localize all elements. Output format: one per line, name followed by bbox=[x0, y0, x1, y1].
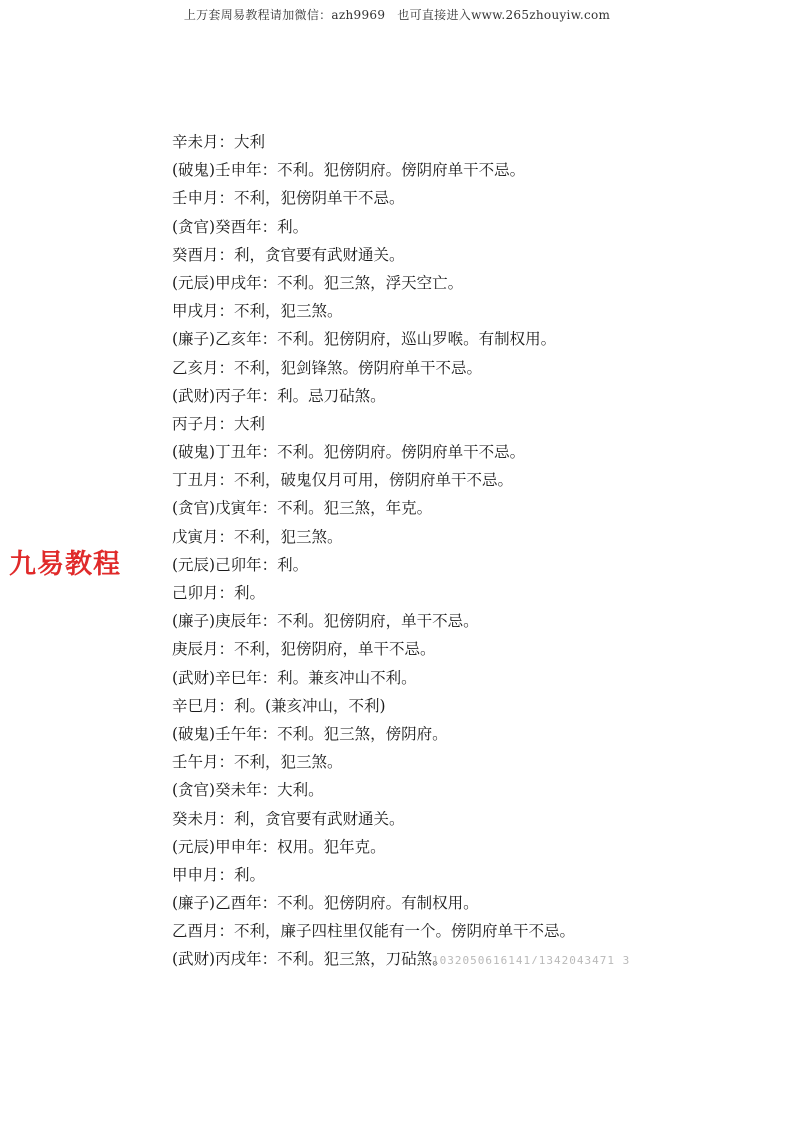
text-line: (贪官)戊寅年：不利。犯三煞，年克。 bbox=[172, 499, 433, 518]
text-line: (廉子)乙酉年：不利。犯傍阴府。有制权用。 bbox=[172, 894, 479, 913]
watermark-logo-text: 九易教程 bbox=[9, 549, 121, 580]
text-line: (廉子)庚辰年：不利。犯傍阴府，单干不忌。 bbox=[172, 612, 479, 631]
text-line: (武财)辛巳年：利。兼亥冲山不利。 bbox=[172, 668, 417, 687]
text-line: 甲戌月：不利，犯三煞。 bbox=[172, 302, 343, 321]
text-line: (破鬼)壬申年：不利。犯傍阴府。傍阴府单干不忌。 bbox=[172, 161, 526, 180]
text-line: 己卯月：利。 bbox=[172, 584, 266, 602]
text-line: (破鬼)壬午年：不利。犯三煞，傍阴府。 bbox=[172, 724, 448, 743]
document-body bbox=[172, 128, 692, 974]
text-line: (元辰)己卯年：利。 bbox=[172, 555, 309, 574]
text-line: 癸酉月：利，贪官要有武财通关。 bbox=[172, 245, 405, 264]
header-website-text: 也可直接进入www.265zhouyiw.com bbox=[397, 8, 611, 22]
text-line: (贪官)癸酉年：利。 bbox=[172, 217, 309, 236]
text-line: (贪官)癸未年：大利。 bbox=[172, 781, 324, 800]
text-line: 癸未月：利，贪官要有武财通关。 bbox=[172, 809, 405, 828]
text-line: 乙亥月：不利，犯剑锋煞。傍阴府单干不忌。 bbox=[172, 358, 483, 377]
text-line: 戊寅月：不利，犯三煞。 bbox=[172, 527, 343, 546]
text-line: 辛巳月：利。(兼亥冲山，不利) bbox=[172, 696, 386, 715]
text-line: (元辰)甲申年：权用。犯年克。 bbox=[172, 837, 386, 856]
text-line: 丙子月：大利 bbox=[172, 414, 266, 433]
text-line: 辛未月：大利 bbox=[172, 133, 266, 151]
text-line: 壬申月：不利，犯傍阴单干不忌。 bbox=[172, 189, 405, 208]
text-line: (廉子)乙亥年：不利。犯傍阴府，巡山罗喉。有制权用。 bbox=[172, 330, 557, 349]
page-header bbox=[0, 6, 794, 23]
text-line: (武财)丙子年：利。忌刀砧煞。 bbox=[172, 386, 386, 405]
text-line: 甲申月：利。 bbox=[172, 865, 266, 884]
text-line: (元辰)甲戌年：不利。犯三煞，浮天空亡。 bbox=[172, 273, 464, 292]
text-line: 壬午月：不利，犯三煞。 bbox=[172, 753, 343, 772]
text-line: (武财)丙戌年：不利。犯三煞，刀砧煞。 bbox=[172, 950, 448, 969]
text-line: 乙酉月：不利，廉子四柱里仅能有一个。傍阴府单干不忌。 bbox=[172, 922, 576, 941]
text-line: 庚辰月：不利，犯傍阴府，单干不忌。 bbox=[172, 640, 436, 659]
faint-scan-digits: 1032050616141/1342043471 3 bbox=[432, 954, 631, 964]
text-line: 丁丑月：不利，破鬼仅月可用，傍阴府单干不忌。 bbox=[172, 471, 514, 490]
text-line: (破鬼)丁丑年：不利。犯傍阴府。傍阴府单干不忌。 bbox=[172, 443, 526, 462]
header-wechat-text: 上万套周易教程请加微信：azh9969 bbox=[183, 8, 386, 22]
